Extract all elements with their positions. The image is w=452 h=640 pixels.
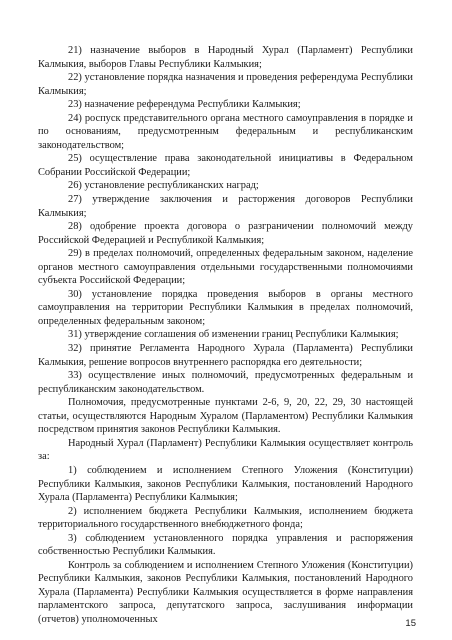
paragraph-control-intro: Народный Хурал (Парламент) Республики Калмыкия осуществляет контроль за: [38, 437, 413, 463]
paragraph-control-1: 1) соблюдением и исполнением Степного Уложения (Конституции) Республики Калмыкия, законов Республики Калмыкия, постановлений Народного Хурала (Парламента) Республики Калмыкия; [38, 464, 413, 504]
paragraph-item-32: 32) принятие Регламента Народного Хурала (Парламента) Республики Калмыкия, решение вопросов внутреннего распорядка его деятельности; [38, 343, 413, 368]
document-body [38, 44, 413, 627]
paragraph-item-28: 28) одобрение проекта договора о разграничении полномочий между Российской Федерацией и Республикой Калмыкия; [38, 221, 413, 246]
paragraph-control-form: Контроль за соблюдением и исполнением Степного Уложения (Конституции) Республики Калмыкия, законов Республики Калмыкия, постановлений Народного Хурала (Парламента) Республики Калмыкия осуществляется в форме направления парламентского запроса, депутатского запроса, заслушивания информации (отчетов) уполномоченных [38, 559, 413, 625]
paragraph-control-2: 2) исполнением бюджета Республики Калмыкия, исполнением бюджета территориального государственного внебюджетного фонда; [38, 505, 413, 531]
paragraph-item-27: 27) утверждение заключения и расторжения договоров Республики Калмыкия; [38, 194, 413, 219]
paragraph-item-25: 25) осуществление права законодательной инициативы в Федеральном Собрании Российской Федерации; [38, 153, 413, 178]
paragraph-item-33: 33) осуществление иных полномочий, предусмотренных федеральным и республиканским законодательством. [38, 370, 413, 395]
paragraph-item-26: 26) установление республиканских наград; [68, 180, 259, 192]
paragraph-powers-note: Полномочия, предусмотренные пунктами 2-6, 9, 20, 22, 29, 30 настоящей статьи, осуществляются Народным Хуралом (Парламентом) Республики Калмыкия посредством принятия законов Республики Калмыкия. [38, 397, 413, 436]
paragraph-item-30: 30) установление порядка проведения выборов в органы местного самоуправления на территории Республики Калмыкия в пределах полномочий, определенных федеральным законом; [38, 288, 413, 327]
paragraph-control-3: 3) соблюдением установленного порядка управления и распоряжения собственностью Республики Калмыкия. [38, 532, 413, 558]
paragraph-item-21: 21) назначение выборов в Народный Хурал (Парламент) Республики Калмыкия, выборов Главы Республики Калмыкия; [38, 45, 413, 70]
paragraph-item-24: 24) роспуск представительного органа местного самоуправления в порядке и по основаниям, предусмотренным федеральным и республиканским законодательством; [38, 112, 413, 151]
paragraph-item-22: 22) установление порядка назначения и проведения референдума Республики Калмыкия; [38, 72, 413, 97]
page-number: 15 [405, 618, 416, 629]
paragraph-item-31: 31) утверждение соглашения об изменении границ Республики Калмыкия; [68, 329, 399, 341]
paragraph-item-29: 29) в пределах полномочий, определенных федеральным законом, наделение органов местного самоуправления отдельными государственными полномочиями субъекта Российской Федерации; [38, 248, 413, 287]
paragraph-item-23: 23) назначение референдума Республики Калмыкия; [68, 99, 301, 111]
